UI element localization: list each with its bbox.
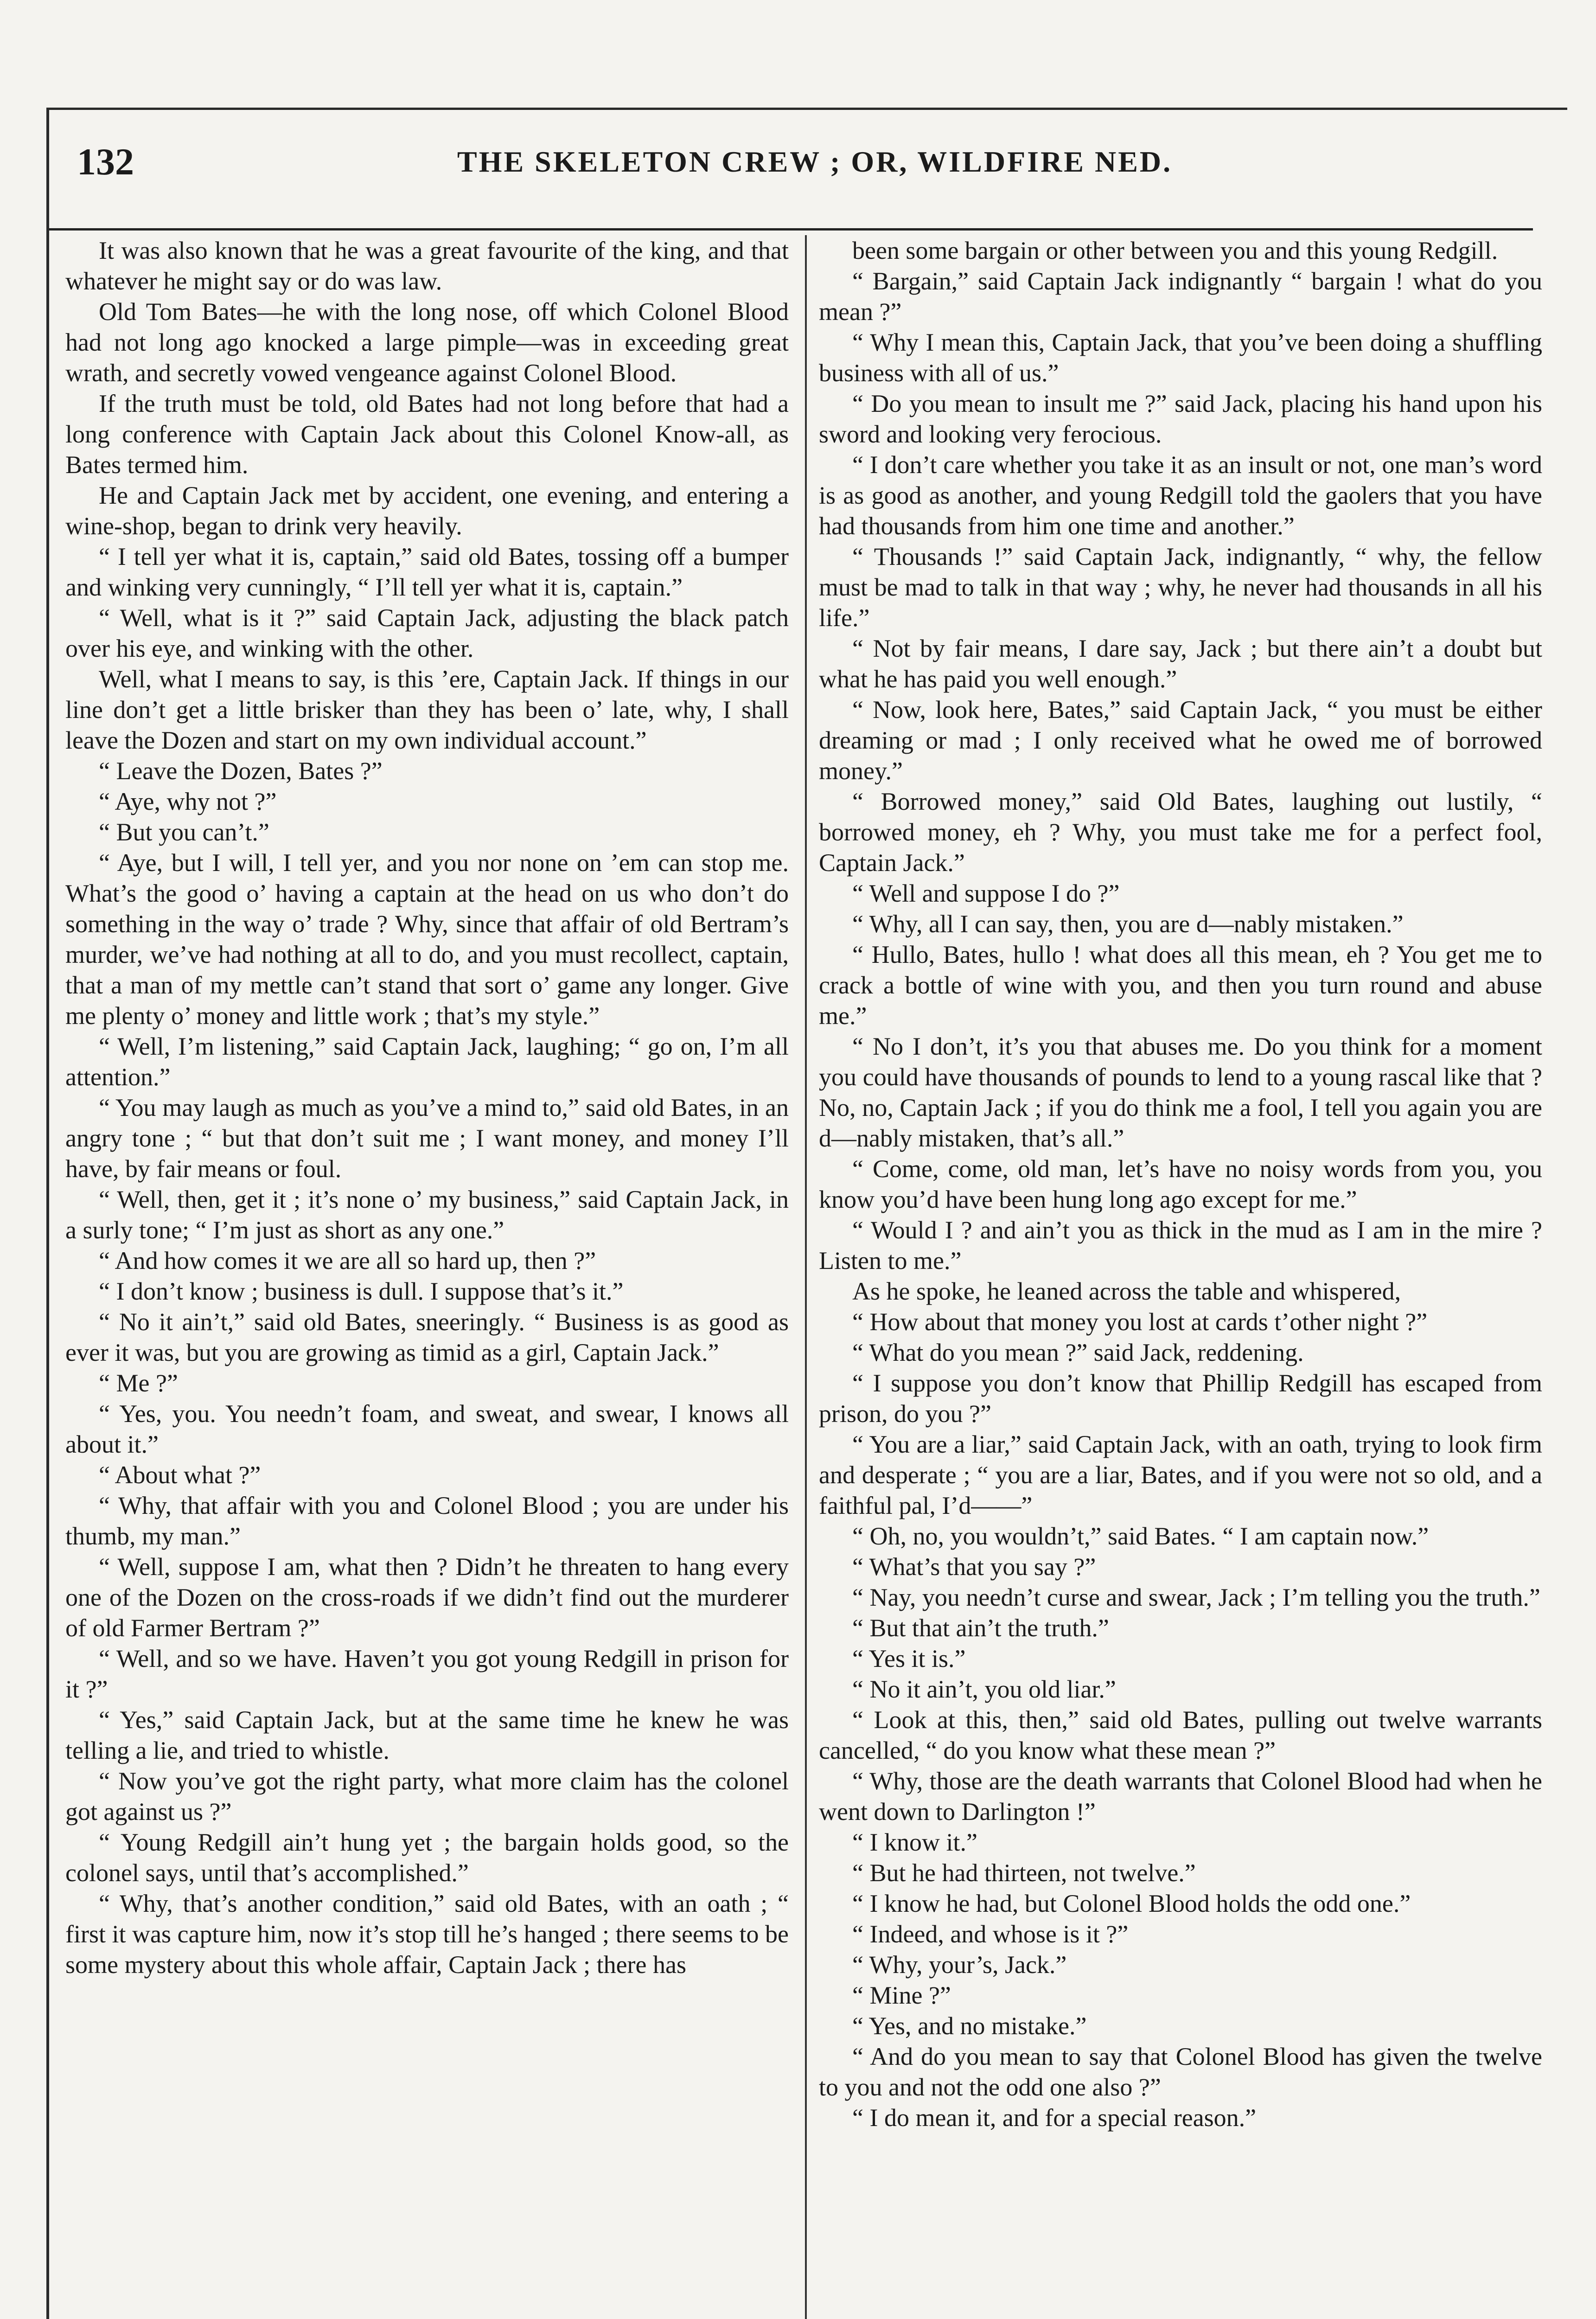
paragraph: As he spoke, he leaned across the table and whispered, bbox=[852, 1277, 1401, 1305]
paragraph: “ Why, your’s, Jack.” bbox=[852, 1951, 1067, 1979]
paragraph: “ Mine ?” bbox=[852, 1981, 951, 2009]
page-number: 132 bbox=[77, 141, 134, 183]
paragraph: “ Aye, why not ?” bbox=[99, 788, 277, 815]
paragraph: “ Hullo, Bates, hullo ! what does all this mean, eh ? You get me to crack a bottle of wine with you, and then you turn round and abuse me.” bbox=[819, 941, 1542, 1030]
paragraph: “ Young Redgill ain’t hung yet ; the bargain holds good, so the colonel says, until that’s accomplished.” bbox=[65, 1828, 789, 1887]
paragraph: “ I tell yer what it is, captain,” said old Bates, tossing off a bumper and winking very cunningly, “ I’ll tell yer what it is, captain.” bbox=[65, 543, 789, 601]
paragraph: “ Well, suppose I am, what then ? Didn’t he threaten to hang every one of the Dozen on the cross-roads if we didn’t find out the murderer of old Farmer Bertram ?” bbox=[65, 1553, 789, 1642]
paragraph: If the truth must be told, old Bates had not long before that had a long conference with Captain Jack about this Colonel Know-all, as Bates termed him. bbox=[65, 390, 789, 479]
paragraph: “ Do you mean to insult me ?” said Jack, placing his hand upon his sword and looking very ferocious. bbox=[819, 390, 1542, 448]
paragraph: “ Now, look here, Bates,” said Captain Jack, “ you must be either dreaming or mad ; I only received what he owed me of borrowed money.” bbox=[819, 696, 1542, 785]
paragraph: “ You are a liar,” said Captain Jack, with an oath, trying to look firm and desperate ; “ you are a liar, Bates, and if you were not so old, and a faithful pal, I’d——” bbox=[819, 1430, 1542, 1519]
paragraph: “ No it ain’t, you old liar.” bbox=[852, 1675, 1116, 1703]
paragraph: “ You may laugh as much as you’ve a mind to,” said old Bates, in an angry tone ; “ but that don’t suit me ; I want money, and money I’ll have, by fair means or foul. bbox=[65, 1094, 789, 1183]
paragraph: “ Look at this, then,” said old Bates, pulling out twelve warrants cancelled, “ do you know what these mean ?” bbox=[819, 1706, 1542, 1764]
paragraph: “ How about that money you lost at cards t’other night ?” bbox=[852, 1308, 1428, 1336]
paragraph: “ Well, and so we have. Haven’t you got young Redgill in prison for it ?” bbox=[65, 1645, 789, 1703]
paragraph: “ I do mean it, and for a special reason.” bbox=[852, 2104, 1257, 2132]
paragraph: “ But that ain’t the truth.” bbox=[852, 1614, 1109, 1642]
paragraph: “ I don’t care whether you take it as an insult or not, one man’s word is as good as another, and young Redgill told the gaolers that you have had thousands from him one time and another.” bbox=[819, 451, 1542, 540]
paragraph: “ I know he had, but Colonel Blood holds the odd one.” bbox=[852, 1890, 1411, 1917]
paragraph: “ Borrowed money,” said Old Bates, laughing out lustily, “ borrowed money, eh ? Why, you must take me for a perfect fool, Captain Jack.” bbox=[819, 788, 1542, 877]
column-divider bbox=[805, 235, 807, 2319]
paragraph: “ Yes, and no mistake.” bbox=[852, 2012, 1087, 2040]
paragraph: “ Yes it is.” bbox=[852, 1645, 966, 1672]
paragraph: “ About what ?” bbox=[99, 1461, 261, 1489]
paragraph: “ Me ?” bbox=[99, 1369, 178, 1397]
paragraph: “ And do you mean to say that Colonel Blood has given the twelve to you and not the odd one also ?” bbox=[819, 2043, 1542, 2101]
paragraph: been some bargain or other between you and this young Redgill. bbox=[852, 237, 1498, 264]
paragraph: “ I know it.” bbox=[852, 1828, 977, 1856]
paragraph: “ Well, then, get it ; it’s none o’ my business,” said Captain Jack, in a surly tone; “ I’m just as short as any one.” bbox=[65, 1185, 789, 1244]
paragraph: It was also known that he was a great favourite of the king, and that whatever he might say or do was law. bbox=[65, 237, 789, 295]
paragraph: “ Why, that’s another condition,” said old Bates, with an oath ; “ first it was capture him, now it’s stop till he’s hanged ; there seems to be some mystery about this whole affair, Captain Jack ; there has bbox=[65, 1890, 789, 1979]
paragraph: “ I suppose you don’t know that Phillip Redgill has escaped from prison, do you ?” bbox=[819, 1369, 1542, 1428]
paragraph: “ Oh, no, you wouldn’t,” said Bates. “ I am captain now.” bbox=[852, 1522, 1429, 1550]
paragraph: “ Why, that affair with you and Colonel Blood ; you are under his thumb, my man.” bbox=[65, 1492, 789, 1550]
paragraph: “ Why, those are the death warrants that Colonel Blood had when he went down to Darlington !” bbox=[819, 1767, 1542, 1826]
paragraph: “ What’s that you say ?” bbox=[852, 1553, 1096, 1581]
paragraph: “ Well, I’m listening,” said Captain Jack, laughing; “ go on, I’m all attention.” bbox=[65, 1032, 789, 1091]
paragraph: “ Come, come, old man, let’s have no noisy words from you, you know you’d have been hung long ago except for me.” bbox=[819, 1155, 1542, 1213]
paragraph: “ Yes, you. You needn’t foam, and sweat, and swear, I knows all about it.” bbox=[65, 1400, 789, 1458]
paragraph: He and Captain Jack met by accident, one evening, and entering a wine-shop, began to drink very heavily. bbox=[65, 481, 789, 540]
paragraph: “ Thousands !” said Captain Jack, indignantly, “ why, the fellow must be mad to talk in that way ; why, he never had thousands in all his life.” bbox=[819, 543, 1542, 632]
paragraph: “ Nay, you needn’t curse and swear, Jack ; I’m telling you the truth.” bbox=[852, 1583, 1540, 1611]
paragraph: “ Bargain,” said Captain Jack indignantly “ bargain ! what do you mean ?” bbox=[819, 267, 1542, 326]
right-column bbox=[819, 235, 1542, 2319]
paragraph: “ I don’t know ; business is dull. I suppose that’s it.” bbox=[99, 1277, 624, 1305]
paragraph: “ Now you’ve got the right party, what more claim has the colonel got against us ?” bbox=[65, 1767, 789, 1826]
running-title: THE SKELETON CREW ; OR, WILDFIRE NED. bbox=[457, 145, 1173, 178]
paragraph: “ No it ain’t,” said old Bates, sneeringly. “ Business is as good as ever it was, but you are growing as timid as a girl, Captain Jack.” bbox=[65, 1308, 789, 1366]
paragraph: “ Yes,” said Captain Jack, but at the same time he knew he was telling a lie, and tried to whistle. bbox=[65, 1706, 789, 1764]
paragraph: “ Well and suppose I do ?” bbox=[852, 879, 1120, 907]
paragraph: “ No I don’t, it’s you that abuses me. Do you think for a moment you could have thousands of pounds to lend to a young rascal like that ? No, no, Captain Jack ; if you do think me a fool, I tell you again you are d—nably mistaken, that’s all.” bbox=[819, 1032, 1542, 1152]
paragraph: “ What do you mean ?” said Jack, reddening. bbox=[852, 1339, 1304, 1366]
paragraph: “ Aye, but I will, I tell yer, and you nor none on ’em can stop me. What’s the good o’ having a captain at the head on us who don’t do something in the way o’ trade ? Why, since that affair of old Bertram’s murder, we’ve had nothing at all to do, and you must recollect, captain, that a man of my mettle can’t stand that sort o’ game any longer. Give me plenty o’ money and little work ; that’s my style.” bbox=[65, 849, 789, 1030]
paragraph: “ Leave the Dozen, Bates ?” bbox=[99, 757, 383, 785]
paragraph: “ Not by fair means, I dare say, Jack ; but there ain’t a doubt but what he has paid you well enough.” bbox=[819, 634, 1542, 693]
paragraph: Old Tom Bates—he with the long nose, off which Colonel Blood had not long ago knocked a large pimple—was in exceeding great wrath, and secretly vowed vengeance against Colonel Blood. bbox=[65, 298, 789, 387]
book-page bbox=[46, 108, 1567, 2319]
paragraph: “ But he had thirteen, not twelve.” bbox=[852, 1859, 1196, 1887]
paragraph: “ Why I mean this, Captain Jack, that you’ve been doing a shuffling business with all of us.” bbox=[819, 328, 1542, 387]
paragraph: “ Well, what is it ?” said Captain Jack, adjusting the black patch over his eye, and winking with the other. bbox=[65, 604, 789, 662]
left-column bbox=[65, 235, 789, 2319]
paragraph: “ Why, all I can say, then, you are d—nably mistaken.” bbox=[852, 910, 1404, 938]
paragraph: “ Indeed, and whose is it ?” bbox=[852, 1920, 1129, 1948]
header-rule bbox=[49, 228, 1533, 231]
paragraph: Well, what I means to say, is this ’ere, Captain Jack. If things in our line don’t get a little brisker than they has been o’ late, why, I shall leave the Dozen and start on my own individual account.” bbox=[65, 665, 789, 754]
paragraph: “ But you can’t.” bbox=[99, 818, 269, 846]
paragraph: “ And how comes it we are all so hard up, then ?” bbox=[99, 1247, 596, 1275]
paragraph: “ Would I ? and ain’t you as thick in the mud as I am in the mire ? Listen to me.” bbox=[819, 1216, 1542, 1275]
page-header bbox=[49, 135, 1570, 210]
